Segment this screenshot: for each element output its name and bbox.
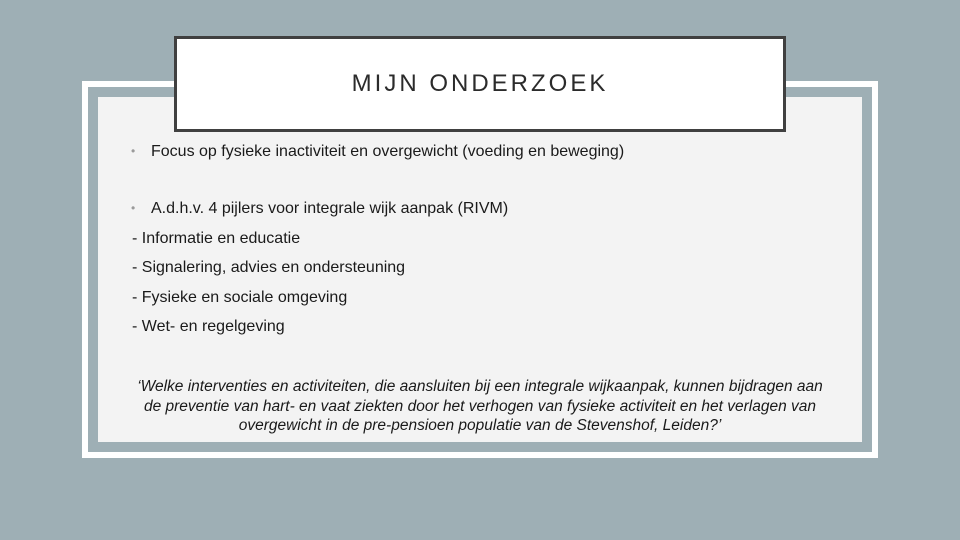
research-question: ‘Welke interventies en activiteiten, die aansluiten bij een integrale wijkaanpak, kunnen bijdragen aan de preventie van hart- en vaat ziekten door het verhogen van fysieke activiteit en het verlagen van overgewicht in de pre-pensioen populatie van de Stevenshof, Leiden?’ [137, 378, 823, 434]
bullet-text: Focus op fysieke inactiviteit en overgewicht (voeding en beweging) [151, 143, 625, 160]
bullet-focus [131, 143, 624, 161]
pillar-item: - Signalering, advies en ondersteuning [132, 259, 406, 276]
title-box [174, 36, 786, 132]
bullet-marker: • [131, 201, 136, 215]
slide-title: MIJN ONDERZOEK [351, 70, 609, 97]
bullet-pillars [131, 200, 508, 218]
bullet-text: A.d.h.v. 4 pijlers voor integrale wijk aanpak (RIVM) [151, 200, 509, 217]
bullet-marker: • [131, 144, 136, 158]
pillar-item: - Wet- en regelgeving [132, 318, 285, 335]
pillar-item: - Informatie en educatie [132, 230, 301, 247]
pillar-item: - Fysieke en sociale omgeving [132, 289, 348, 306]
